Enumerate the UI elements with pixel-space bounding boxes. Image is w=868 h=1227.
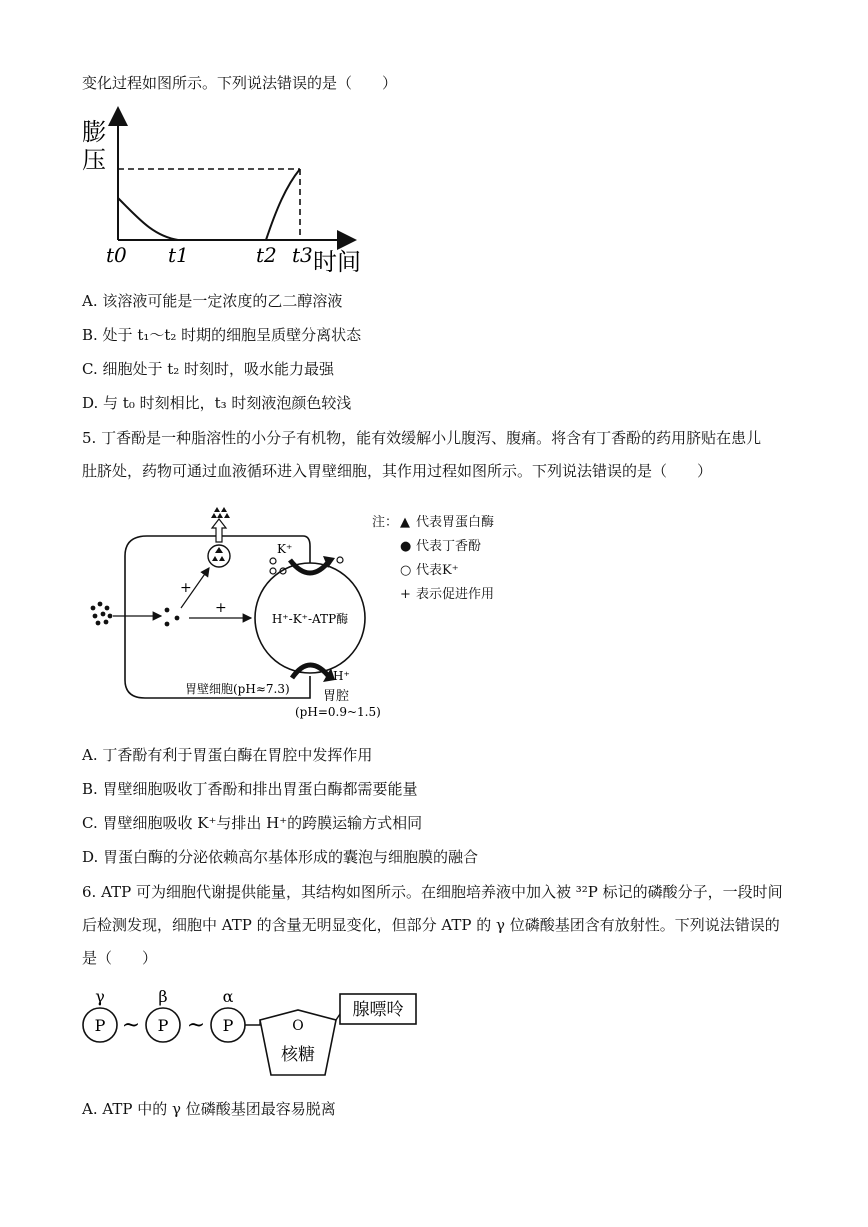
q4-option-c: C. 细胞处于 t₂ 时刻时，吸水能力最强 [82,360,335,378]
legend-k: 代表K⁺ [416,563,459,578]
legend-promote: 表示促进作用 [416,587,495,602]
eugenol-outside [91,602,113,626]
cell-label: 胃壁细胞(pH≈7.3) [185,682,290,696]
p-label: P [157,1016,169,1035]
ribose-label: 核糖 [281,1045,315,1065]
gamma-label: γ [95,987,105,1006]
y-label-2: 压 [82,146,106,174]
p-label: P [94,1016,106,1035]
k-ion [270,568,276,574]
circle-icon: ○ [400,563,412,578]
oxygen-label: O [292,1018,304,1034]
lumen-label: 胃腔 [323,689,350,704]
p-label: P [222,1016,234,1035]
k-label: K⁺ [277,542,293,556]
q6-stem-line-1: 6. ATP 可为细胞代谢提供能量，其结构如图所示。在细胞培养液中加入被 ³²P 标记的磷酸分子，一段时间 [82,883,783,901]
tick-t2: t2 [256,243,277,267]
rise-curve [266,169,300,240]
plus-sign-1: + [180,580,192,596]
eugenol-inside [165,608,180,627]
q4-option-b: B. 处于 t₁～t₂ 时期的细胞呈质壁分离状态 [82,326,362,344]
ester-bond [245,1020,260,1025]
alpha-label: α [222,987,234,1006]
y-label-1: 膨 [82,118,106,146]
q6-stem-line-2: 后检测发现，细胞中 ATP 的含量无明显变化，但部分 ATP 的 γ 位磷酸基团含有放射性。下列说法错误的 [82,916,780,934]
legend-eugenol: 代表丁香酚 [416,539,482,554]
legend-pepsin: 代表胃蛋白酶 [416,515,495,530]
gastric-cell-diagram [85,498,385,723]
adenine-label: 腺嘌呤 [352,1000,404,1020]
beta-label: β [158,987,168,1006]
q4-option-a: A. 该溶液可能是一定浓度的乙二醇溶液 [82,292,343,310]
tick-t3: t3 [292,243,313,267]
plus-sign-2: + [215,600,227,616]
lumen-ph: (pH=0.9~1.5) [295,705,381,719]
atp-structure-diagram [78,982,423,1082]
q5-option-b: B. 胃壁细胞吸收丁香酚和排出胃蛋白酶都需要能量 [82,780,418,798]
high-energy-bond-1: ~ [121,1013,141,1038]
pump-label: H⁺-K⁺-ATP酶 [271,612,349,626]
q5-option-c: C. 胃壁细胞吸收 K⁺与排出 H⁺的跨膜运输方式相同 [82,814,423,832]
x-label: 时间 [313,248,361,276]
q6-stem-line-3: 是（ ） [82,949,158,967]
q5-stem-line-2: 肚脐处，药物可通过血液循环进入胃壁细胞，其作用过程如图所示。下列说法错误的是（ ） [82,462,713,480]
k-ion [270,558,276,564]
q5-option-a: A. 丁香酚有利于胃蛋白酶在胃腔中发挥作用 [82,746,373,764]
triangle-icon: ▲ [400,515,410,530]
decline-curve [118,198,178,240]
plus-icon: + [400,587,411,602]
exocytosis-arrow [212,519,226,542]
pepsin-outside [211,507,230,518]
h-label: H⁺ [333,669,350,683]
dot-icon: ● [400,539,412,554]
q5-option-d: D. 胃蛋白酶的分泌依赖高尔基体形成的囊泡与细胞膜的融合 [82,848,479,866]
q4-option-d: D. 与 t₀ 时刻相比，t₃ 时刻液泡颜色较浅 [82,394,352,412]
turgor-pressure-graph [78,100,378,280]
tick-t0: t0 [106,243,127,267]
k-ion [337,557,343,563]
legend-title: 注： [372,515,399,530]
diagram-legend [372,511,494,607]
q6-option-a: A. ATP 中的 γ 位磷酸基团最容易脱离 [82,1100,336,1118]
high-energy-bond-2: ~ [186,1013,206,1038]
tick-t1: t1 [168,243,189,267]
q4-stem: 变化过程如图所示。下列说法错误的是（ ） [82,74,398,92]
q5-stem-line-1: 5. 丁香酚是一种脂溶性的小分子有机物，能有效缓解小儿腹泻、腹痛。将含有丁香酚的药用脐贴在患儿 [82,429,762,447]
